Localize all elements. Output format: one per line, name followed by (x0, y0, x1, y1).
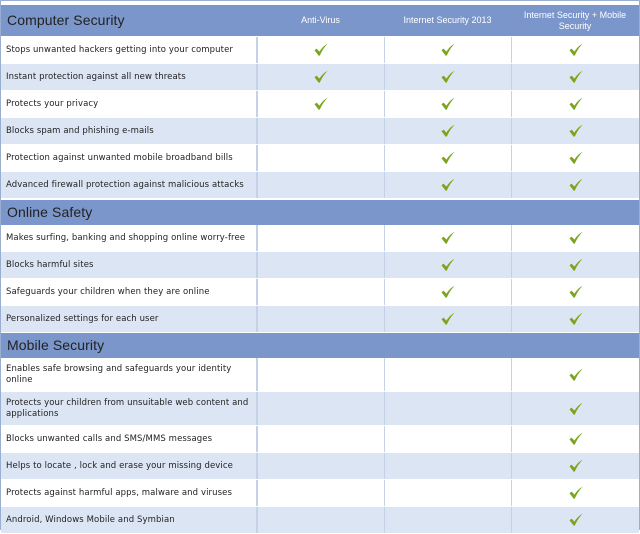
column-header-internet-security: Internet Security 2013 (403, 15, 492, 25)
check-cell-internet-security (384, 118, 511, 144)
check-cell-internet-security (384, 37, 511, 63)
table-row (1, 358, 639, 392)
check-cell-anti-virus (257, 426, 384, 452)
check-cell-internet-plus-mobile (511, 358, 639, 391)
checkmark-icon (440, 231, 456, 245)
table-row (1, 145, 639, 172)
checkmark-icon (313, 43, 329, 57)
checkmark-icon (568, 459, 584, 473)
checkmark-icon (568, 97, 584, 111)
checkmark-icon (440, 97, 456, 111)
check-cell-internet-plus-mobile (511, 37, 639, 63)
checkmark-icon (568, 70, 584, 84)
checkmark-icon (568, 258, 584, 272)
table-row (1, 91, 639, 118)
feature-label: Android, Windows Mobile and Symbian (1, 507, 257, 533)
check-cell-internet-security (384, 279, 511, 305)
section-title: Online Safety (7, 204, 93, 220)
check-cell-internet-security (384, 453, 511, 479)
checkmark-icon (440, 258, 456, 272)
check-cell-internet-plus-mobile (511, 279, 639, 305)
feature-label: Protection against unwanted mobile broadband bills (1, 145, 257, 171)
section-title: Computer Security (7, 12, 125, 28)
section-title: Mobile Security (7, 337, 105, 353)
checkmark-icon (568, 285, 584, 299)
checkmark-icon (568, 368, 584, 382)
check-cell-internet-security (384, 91, 511, 117)
feature-label: Blocks spam and phishing e-mails (1, 118, 257, 144)
check-cell-anti-virus (257, 453, 384, 479)
check-cell-internet-security (384, 392, 511, 425)
checkmark-icon (568, 432, 584, 446)
check-cell-anti-virus (257, 507, 384, 533)
feature-label: Enables safe browsing and safeguards your identity online (1, 358, 257, 391)
checkmark-icon (568, 43, 584, 57)
feature-label: Personalized settings for each user (1, 306, 257, 332)
checkmark-icon (568, 312, 584, 326)
checkmark-icon (568, 402, 584, 416)
check-cell-anti-virus (257, 118, 384, 144)
check-cell-internet-security (384, 64, 511, 90)
check-cell-anti-virus (257, 172, 384, 198)
feature-label: Protects against harmful apps, malware and viruses (1, 480, 257, 506)
check-cell-internet-security (384, 225, 511, 251)
check-cell-anti-virus (257, 306, 384, 332)
section-header-mobile-security (1, 333, 639, 358)
table-row (1, 225, 639, 252)
section-header-computer-security (1, 5, 639, 36)
checkmark-icon (568, 486, 584, 500)
check-cell-internet-plus-mobile (511, 453, 639, 479)
table-row (1, 118, 639, 145)
check-cell-anti-virus (257, 279, 384, 305)
check-cell-internet-plus-mobile (511, 225, 639, 251)
check-cell-internet-plus-mobile (511, 426, 639, 452)
check-cell-internet-plus-mobile (511, 172, 639, 198)
check-cell-internet-plus-mobile (511, 306, 639, 332)
feature-label: Safeguards your children when they are online (1, 279, 257, 305)
checkmark-icon (313, 97, 329, 111)
check-cell-internet-security (384, 426, 511, 452)
check-cell-internet-security (384, 507, 511, 533)
check-cell-anti-virus (257, 392, 384, 425)
checkmark-icon (440, 178, 456, 192)
checkmark-icon (568, 513, 584, 527)
feature-label: Makes surfing, banking and shopping online worry-free (1, 225, 257, 251)
table-row (1, 64, 639, 91)
checkmark-icon (440, 151, 456, 165)
check-cell-internet-plus-mobile (511, 145, 639, 171)
check-cell-internet-security (384, 358, 511, 391)
feature-label: Blocks harmful sites (1, 252, 257, 278)
check-cell-internet-plus-mobile (511, 392, 639, 425)
check-cell-internet-security (384, 480, 511, 506)
table-row (1, 306, 639, 333)
check-cell-anti-virus (257, 225, 384, 251)
column-header-internet-plus-mobile: Internet Security + Mobile Security (523, 9, 627, 31)
table-row (1, 37, 639, 64)
check-cell-internet-plus-mobile (511, 252, 639, 278)
check-cell-internet-plus-mobile (511, 64, 639, 90)
table-row (1, 453, 639, 480)
feature-label: Protects your children from unsuitable web content and applications (1, 392, 257, 425)
check-cell-internet-plus-mobile (511, 507, 639, 533)
check-cell-internet-security (384, 306, 511, 332)
checkmark-icon (568, 124, 584, 138)
table-row (1, 480, 639, 507)
check-cell-anti-virus (257, 252, 384, 278)
check-cell-anti-virus (257, 358, 384, 391)
table-row (1, 279, 639, 306)
checkmark-icon (440, 312, 456, 326)
table-row (1, 172, 639, 199)
check-cell-internet-security (384, 252, 511, 278)
check-cell-internet-plus-mobile (511, 91, 639, 117)
table-row (1, 392, 639, 426)
feature-label: Stops unwanted hackers getting into your computer (1, 37, 257, 63)
feature-label: Helps to locate , lock and erase your missing device (1, 453, 257, 479)
check-cell-internet-security (384, 145, 511, 171)
check-cell-anti-virus (257, 37, 384, 63)
check-cell-internet-plus-mobile (511, 480, 639, 506)
checkmark-icon (313, 70, 329, 84)
check-cell-anti-virus (257, 64, 384, 90)
checkmark-icon (568, 231, 584, 245)
section-header-online-safety (1, 200, 639, 225)
checkmark-icon (440, 285, 456, 299)
feature-label: Instant protection against all new threats (1, 64, 257, 90)
check-cell-internet-plus-mobile (511, 118, 639, 144)
feature-label: Advanced firewall protection against malicious attacks (1, 172, 257, 198)
feature-label: Blocks unwanted calls and SMS/MMS messages (1, 426, 257, 452)
table-row (1, 426, 639, 453)
check-cell-internet-security (384, 172, 511, 198)
checkmark-icon (568, 178, 584, 192)
check-cell-anti-virus (257, 145, 384, 171)
check-cell-anti-virus (257, 480, 384, 506)
column-header-anti-virus: Anti-Virus (301, 15, 340, 25)
checkmark-icon (568, 151, 584, 165)
check-cell-anti-virus (257, 91, 384, 117)
feature-label: Protects your privacy (1, 91, 257, 117)
checkmark-icon (440, 70, 456, 84)
checkmark-icon (440, 43, 456, 57)
checkmark-icon (440, 124, 456, 138)
table-row (1, 252, 639, 279)
